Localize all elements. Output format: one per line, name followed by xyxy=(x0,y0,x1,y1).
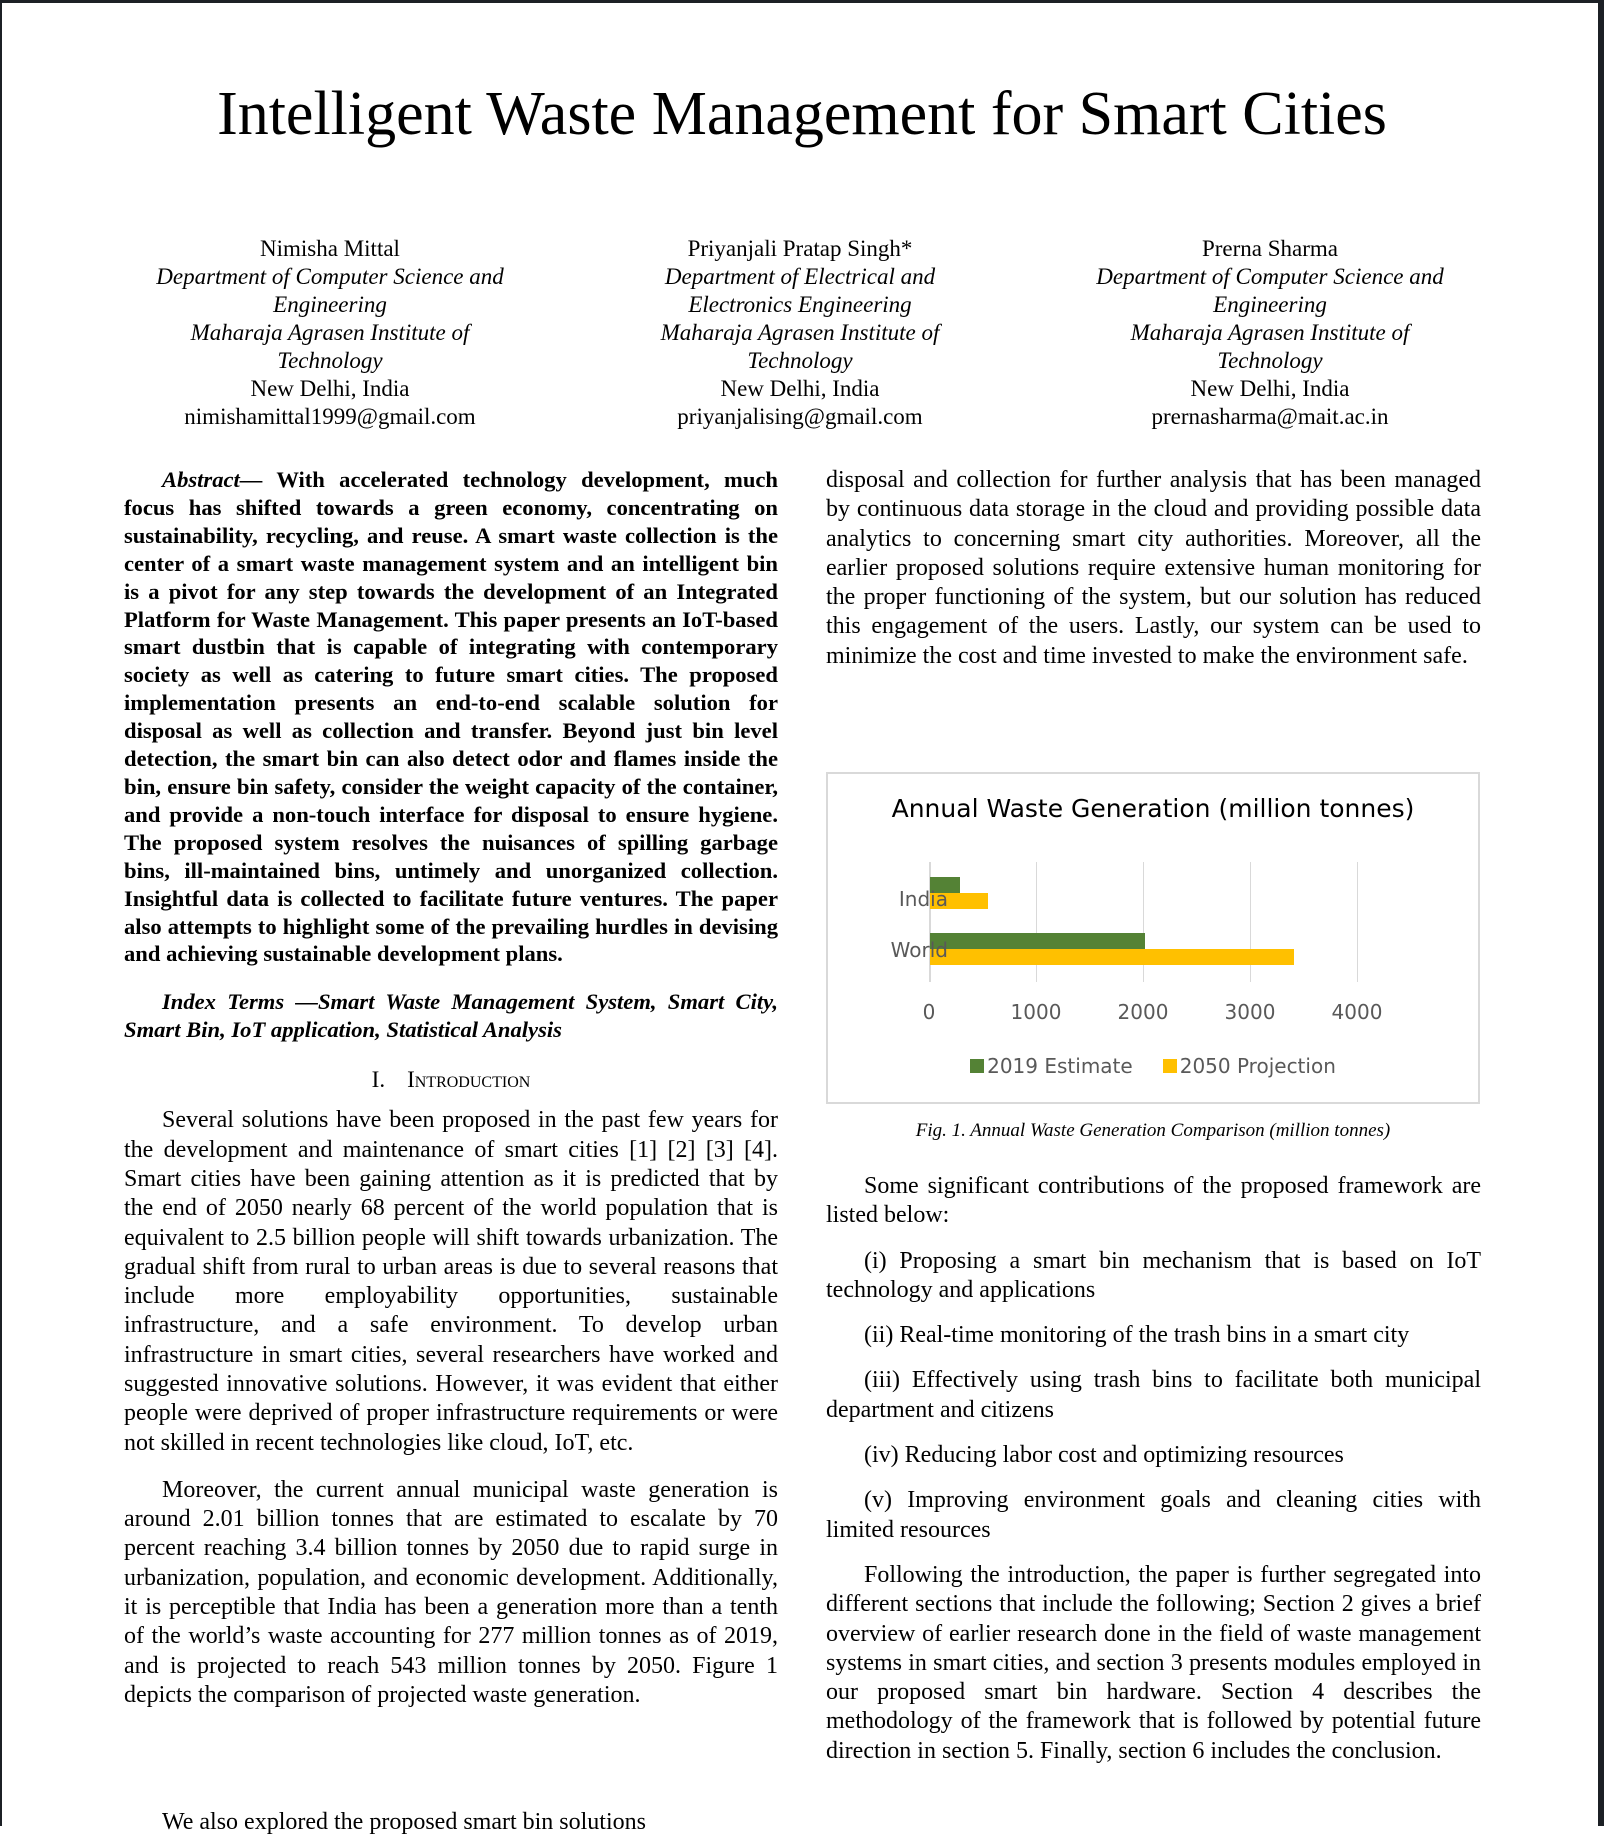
author-department-cont: Engineering xyxy=(1213,292,1327,317)
contribution-item: (iii) Effectively using trash bins to facilitate both municipal department and citizens xyxy=(826,1367,1481,1423)
section-heading-introduction xyxy=(124,1066,778,1094)
paper-outline-paragraph: Following the introduction, the paper is further segregated into different sections that include the following; Section 2 gives a brief overview of earlier research done in the field of waste management systems in smart cities, and section 3 presents modules employed in our proposed smart bin hardware. Section 4 describes the methodology of the framework that is followed by potential future direction in section 5. Finally, section 6 includes the conclusion. xyxy=(826,1561,1481,1764)
legend-item-2019 xyxy=(970,1054,1133,1078)
x-tick-label: 3000 xyxy=(1224,1000,1276,1024)
author-email: nimishamittal1999@gmail.com xyxy=(184,404,476,429)
author-name: Prerna Sharma xyxy=(1201,236,1339,261)
category-label-india: India xyxy=(898,887,948,911)
bar-world-2019 xyxy=(930,933,1145,949)
author-department: Department of Computer Science and xyxy=(1096,264,1444,289)
chart-plot-area xyxy=(929,862,1429,982)
author-location: New Delhi, India xyxy=(250,376,410,401)
figure-caption: Fig. 1. Annual Waste Generation Comparison (million tonnes) xyxy=(915,1120,1391,1141)
contribution-item: (v) Improving environment goals and cleaning cities with limited resources xyxy=(826,1487,1481,1543)
contribution-item: (i) Proposing a smart bin mechanism that is based on IoT technology and applications xyxy=(826,1247,1481,1303)
chart-legend xyxy=(828,1054,1478,1078)
legend-swatch-green xyxy=(970,1059,984,1073)
x-tick-label: 0 xyxy=(922,1000,936,1024)
right-column-body xyxy=(826,1172,1481,1766)
legend-swatch-yellow xyxy=(1163,1059,1177,1073)
author-2 xyxy=(580,235,1020,431)
contributions-intro: Some significant contributions of the proposed framework are listed below: xyxy=(826,1173,1481,1229)
x-tick-label: 4000 xyxy=(1331,1000,1383,1024)
x-tick-label: 2000 xyxy=(1117,1000,1169,1024)
intro-paragraph-1: Several solutions have been proposed in the past few years for the development and maintenance of smart cities [1] [2] [3] [4]. Smart cities have been gaining attention as it is predicted that by the end of 2050 nearly 68 percent of the world population that is equivalent to 2.5 billion people will shift towards urbanization. The gradual shift from rural to urban areas is due to several reasons that include more employability opportunities, sustainable infrastructure, and a safe environment. To develop urban infrastructure in smart cities, several researchers have worked and suggested innovative solutions. However, it was evident that either people were deprived of proper infrastructure requirements or were not skilled in recent technologies like cloud, IoT, etc. xyxy=(124,1107,778,1456)
section-number: I. xyxy=(371,1067,386,1093)
author-1 xyxy=(110,235,550,431)
left-column xyxy=(124,466,778,1710)
author-department: Department of Electrical and xyxy=(664,264,936,289)
chart-title: Annual Waste Generation (million tonnes) xyxy=(891,794,1415,823)
author-block xyxy=(110,235,1490,431)
author-institute-cont: Technology xyxy=(747,348,853,373)
author-institute: Maharaja Agrasen Institute of xyxy=(190,320,470,345)
author-department-cont: Electronics Engineering xyxy=(688,292,912,317)
author-email: priyanjalising@gmail.com xyxy=(677,404,923,429)
author-name: Nimisha Mittal xyxy=(260,236,400,261)
abstract xyxy=(124,466,778,968)
author-email: prernasharma@mait.ac.in xyxy=(1151,404,1389,429)
author-institute: Maharaja Agrasen Institute of xyxy=(1130,320,1410,345)
section-title: Introduction xyxy=(407,1067,531,1093)
intro-paragraph-2: Moreover, the current annual municipal waste generation is around 2.01 billion tonnes that are estimated to escalate by 70 percent reaching 3.4 billion tonnes by 2050 due to rapid surge in urbanization, population, and economic development. Additionally, it is perceptible that India has been a generation more than a tenth of the world’s waste accounting for 277 million tonnes as of 2019, and is projected to reach 543 million tonnes by 2050. Figure 1 depicts the comparison of projected waste generation. xyxy=(124,1476,778,1708)
legend-label: 2050 Projection xyxy=(1179,1054,1336,1078)
chart-gridline xyxy=(1357,862,1358,982)
author-3 xyxy=(1050,235,1490,431)
waste-generation-chart xyxy=(826,772,1480,1104)
author-institute-cont: Technology xyxy=(1217,348,1323,373)
author-name: Priyanjali Pratap Singh* xyxy=(687,236,913,261)
bar-world-2050 xyxy=(930,949,1294,965)
contribution-item: (ii) Real-time monitoring of the trash bins in a smart city xyxy=(864,1322,1410,1349)
legend-item-2050 xyxy=(1163,1054,1336,1078)
index-terms: Index Terms —Smart Waste Management System, Smart City, Smart Bin, IoT application, Statistical Analysis xyxy=(124,989,778,1043)
x-tick-label: 1000 xyxy=(1010,1000,1062,1024)
author-location: New Delhi, India xyxy=(720,376,880,401)
right-column-continuation: disposal and collection for further analysis that has been managed by continuous data storage in the cloud and providing possible data analytics to concerning smart city authorities. Moreover, all the earlier proposed solutions require extensive human monitoring for the proper functioning of the system, but our solution has reduced this engagement of the users. Lastly, our system can be used to minimize the cost and time invested to make the environment safe. xyxy=(826,467,1481,669)
author-institute-cont: Technology xyxy=(277,348,383,373)
author-institute: Maharaja Agrasen Institute of xyxy=(660,320,940,345)
paper-title: Intelligent Waste Management for Smart Cities xyxy=(217,80,1387,148)
author-department: Department of Computer Science and xyxy=(156,264,504,289)
author-location: New Delhi, India xyxy=(1190,376,1350,401)
intro-paragraph-3-partial: We also explored the proposed smart bin solutions xyxy=(162,1809,646,1835)
contribution-item: (iv) Reducing labor cost and optimizing resources xyxy=(864,1442,1344,1469)
category-label-world: World xyxy=(890,938,948,962)
abstract-label: Abstract— xyxy=(162,467,263,492)
author-department-cont: Engineering xyxy=(273,292,387,317)
legend-label: 2019 Estimate xyxy=(987,1054,1133,1078)
abstract-text: With accelerated technology development, much focus has shifted towards a green economy, concentrating on sustainability, recycling, and reuse. A smart waste collection is the center of a smart waste management system and an intelligent bin is a pivot for any step towards the development of an Integrated Platform for Waste Management. This paper presents an IoT-based smart dustbin that is capable of integrating with contemporary society as well as catering to future smart cities. The proposed implementation presents an end-to-end scalable solution for disposal as well as collection and transfer. Beyond just bin level detection, the smart bin can also detect odor and flames inside the bin, ensure bin safety, consider the weight capacity of the container, and provide a non-touch interface for disposal to ensure hygiene. The proposed system resolves the nuisances of spilling garbage bins, ill-maintained bins, untimely and unorganized collection. Insightful data is collected to facilitate future ventures. The paper also attempts to highlight some of the prevailing hurdles in devising and achieving sustainable development plans. xyxy=(124,467,778,967)
